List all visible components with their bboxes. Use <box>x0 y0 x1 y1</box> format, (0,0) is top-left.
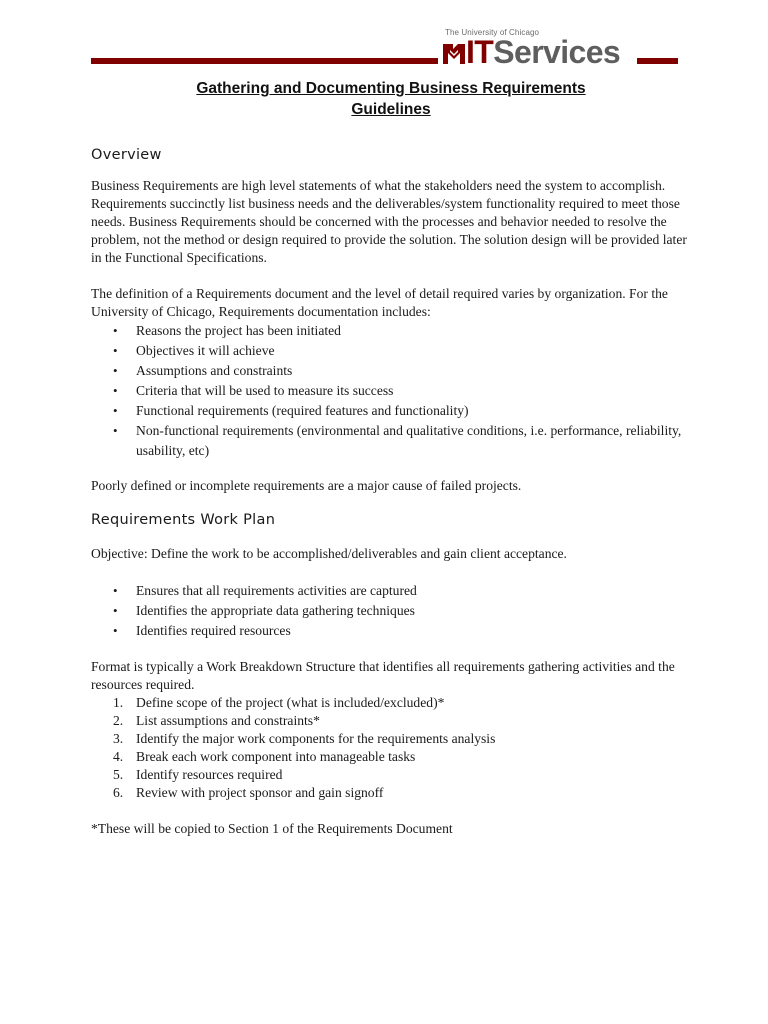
list-item: • Reasons the project has been initiated <box>91 321 691 341</box>
work-plan-heading: Requirements Work Plan <box>91 512 276 528</box>
work-plan-bullets <box>91 581 691 641</box>
document-title-line1: Gathering and Documenting Business Requirements <box>196 80 586 97</box>
logo-it-text: IT <box>466 34 494 70</box>
list-item: • Functional requirements (required features and functionality) <box>91 401 691 421</box>
header-rule-left <box>91 58 438 64</box>
list-item: 2. List assumptions and constraints* <box>113 713 320 728</box>
document-body <box>91 78 691 838</box>
list-item: • Identifies the appropriate data gathering techniques <box>91 601 691 621</box>
work-plan-steps <box>91 694 691 802</box>
list-item: 5. Identify resources required <box>113 767 283 782</box>
list-item: 6. Review with project sponsor and gain signoff <box>113 785 384 800</box>
list-item: 3. Identify the major work components for the requirements analysis <box>113 731 496 746</box>
overview-heading: Overview <box>91 147 162 163</box>
requirements-includes-list <box>91 321 691 461</box>
list-item: • Non-functional requirements (environmental and qualitative conditions, i.e. performance, reliability, usability, etc) <box>91 421 691 461</box>
document-title <box>91 78 691 120</box>
list-item: • Assumptions and constraints <box>91 361 691 381</box>
list-item: 1. Define scope of the project (what is included/excluded)* <box>113 695 445 710</box>
list-item: • Objectives it will achieve <box>91 341 691 361</box>
overview-paragraph-3: Poorly defined or incomplete requirements are a major cause of failed projects. <box>91 478 522 493</box>
it-services-logo <box>466 33 620 71</box>
list-item: 4. Break each work component into manageable tasks <box>113 749 416 764</box>
logo-services-text: Services <box>493 34 621 70</box>
overview-paragraph-2: The definition of a Requirements document and the level of detail required varies by organization. For the University of Chicago, Requirements documentation includes: <box>91 286 668 319</box>
document-title-line2: Guidelines <box>351 101 431 118</box>
list-item: • Identifies required resources <box>91 621 691 641</box>
format-paragraph: Format is typically a Work Breakdown Structure that identifies all requirements gathering activities and the resources required. <box>91 659 675 692</box>
list-item: • Criteria that will be used to measure its success <box>91 381 691 401</box>
overview-paragraph-1: Business Requirements are high level statements of what the stakeholders need the system to accomplish. Requirements succinctly list business needs and the deliverables/system functionality required to meet those needs. Business Requirements should be concerned with the processes and behavior needed to resolve the problem, not the method or design required to provide the solution. The solution design will be provided later in the Functional Specifications. <box>91 178 687 265</box>
objective-text: Objective: Define the work to be accomplished/deliverables and gain client acceptance. <box>91 546 567 561</box>
list-item: • Ensures that all requirements activities are captured <box>91 581 691 601</box>
phoenix-crest-icon <box>441 40 467 66</box>
header-rule-right <box>637 58 678 64</box>
university-caption: The University of Chicago <box>445 28 540 37</box>
footnote: *These will be copied to Section 1 of the Requirements Document <box>91 821 453 836</box>
